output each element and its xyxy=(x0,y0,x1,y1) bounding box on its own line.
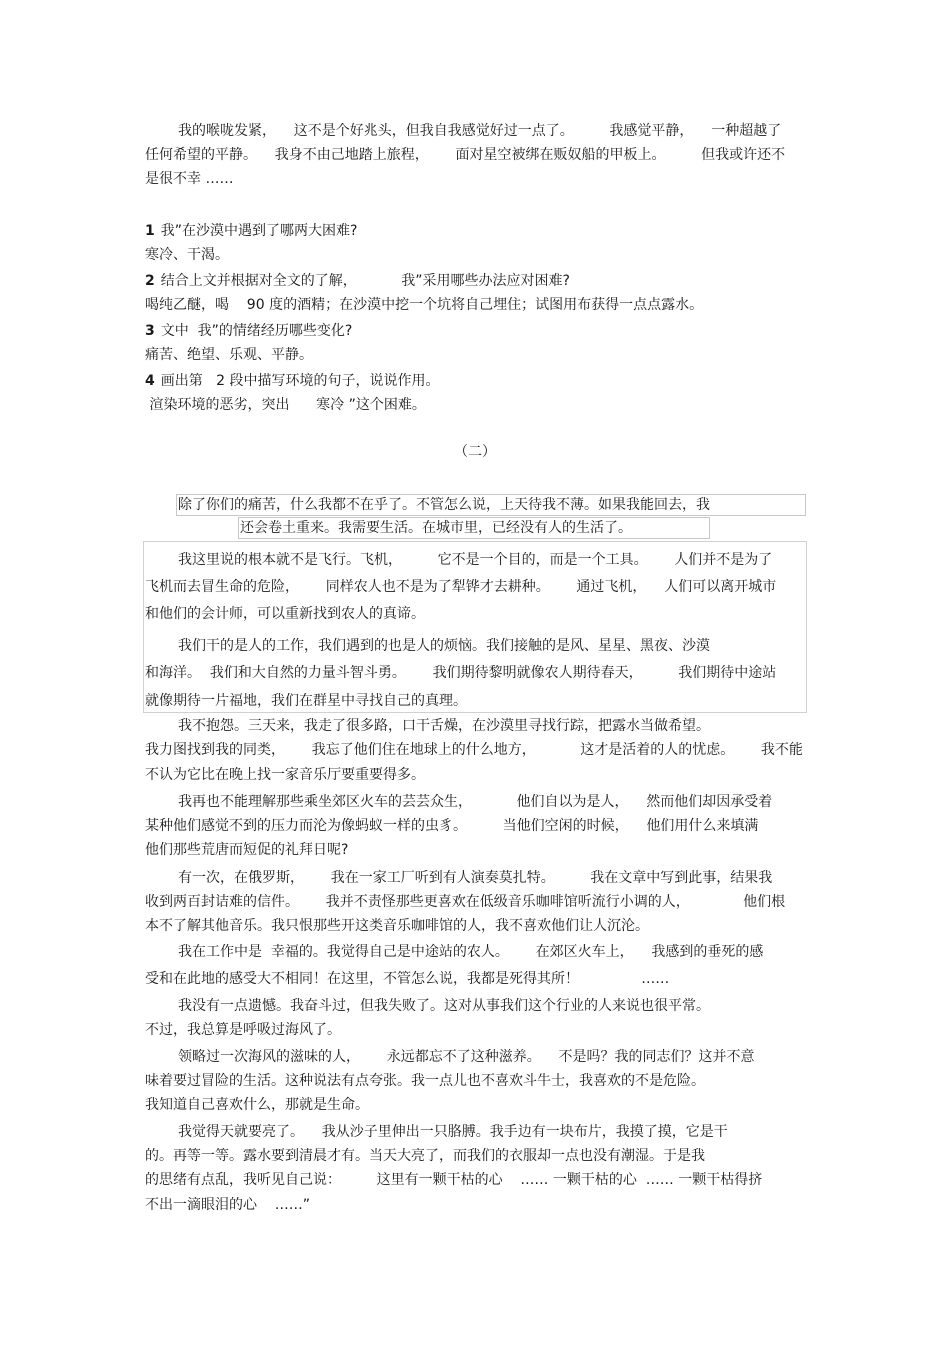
answer-1: 寒冷、干渴。 xyxy=(145,247,229,263)
passage-line: 除了你们的痛苦，什么我都不在乎了。不管怎么说，上天待我不薄。如果我能回去，我 xyxy=(178,497,710,513)
passage-line: 的。再等一等。露水要到清晨才有。当天大亮了，而我们的衣服却一点也没有潮湿。于是我 xyxy=(145,1148,705,1164)
passage-line: 和海洋。 我们和大自然的力量斗智斗勇。 我们期待黎明就像农人期待春天， 我们期待中途站 xyxy=(145,665,777,681)
question-3 xyxy=(145,322,352,340)
passage-line: 不出一滴眼泪的心 ……” xyxy=(145,1197,311,1213)
intro-line: 我的喉咙发紧， 这不是个好兆头，但我自我感觉好过一点了。 我感觉平静， 一种超越了 xyxy=(178,123,782,139)
question-number: 1 xyxy=(145,223,155,239)
passage-line: 还会卷土重来。我需要生活。在城市里，已经没有人的生活了。 xyxy=(240,520,632,536)
answer-3: 痛苦、绝望、乐观、平静。 xyxy=(145,347,313,363)
question-number: 2 xyxy=(145,273,155,289)
question-text: 画出第 2 段中描写环境的句子，说说作用。 xyxy=(160,373,440,389)
question-text: 结合上文并根据对全文的了解， 我”采用哪些办法应对困难? xyxy=(160,273,570,289)
passage-line: 我不抱怨。三天来，我走了很多路，口干舌燥，在沙漠里寻找行踪，把露水当做希望。 xyxy=(178,718,710,734)
passage-line: 不过，我总算是呼吸过海风了。 xyxy=(145,1022,341,1038)
question-1 xyxy=(145,222,357,240)
passage-line: 我再也不能理解那些乘坐郊区火车的芸芸众生， 他们自以为是人， 然而他们却因承受着 xyxy=(178,794,773,810)
passage-line: 我在工作中是 幸福的。我觉得自己是中途站的农人。 在郊区火车上， 我感到的垂死的感 xyxy=(178,944,764,960)
question-text: 文中 我”的情绪经历哪些变化? xyxy=(160,323,353,339)
question-4 xyxy=(145,372,439,390)
passage-line: 不认为它比在晚上找一家音乐厅要重要得多。 xyxy=(145,767,425,783)
question-text: 我”在沙漠中遇到了哪两大困难? xyxy=(160,223,358,239)
passage-line: 飞机而去冒生命的危险， 同样农人也不是为了犁铧才去耕种。 通过飞机， 人们可以离开城市 xyxy=(145,579,777,595)
passage-line: 本不了解其他音乐。我只恨那些开这类音乐咖啡馆的人，我不喜欢他们让人沉沦。 xyxy=(145,918,649,934)
answer-4: 渲染环境的恶劣，突出 寒冷 ”这个困难。 xyxy=(145,397,426,413)
intro-line: 任何希望的平静。 我身不由己地踏上旅程， 面对星空被绑在贩奴船的甲板上。 但我或许还不 xyxy=(145,147,786,163)
passage-line: 我这里说的根本就不是飞行。飞机， 它不是一个目的，而是一个工具。 人们并不是为了 xyxy=(178,552,773,568)
passage-line: 就像期待一片福地，我们在群星中寻找自己的真理。 xyxy=(145,693,467,709)
passage-line: 受和在此地的感受大不相同！在这里，不管怎么说，我都是死得其所！ …… xyxy=(145,971,670,987)
passage-line: 收到两百封诘难的信件。 我并不责怪那些更喜欢在低级音乐咖啡馆听流行小调的人， 他们根 xyxy=(145,894,786,910)
intro-line: 是很不幸 …… xyxy=(145,171,234,187)
question-2 xyxy=(145,272,570,290)
passage-line: 的思绪有点乱，我听见自己说： 这里有一颗干枯的心 …… 一颗干枯的心 …… 一颗干枯得挤 xyxy=(145,1172,763,1188)
section-title: （二） xyxy=(454,444,496,460)
answer-2: 喝纯乙醚，喝 90 度的酒精；在沙漠中挖一个坑将自己埋住；试图用布获得一点点露水。 xyxy=(145,297,704,313)
passage-line: 领略过一次海风的滋味的人， 永远都忘不了这种滋养。 不是吗？我的同志们？这并不意 xyxy=(178,1049,755,1065)
passage-line: 我没有一点遗憾。我奋斗过，但我失败了。这对从事我们这个行业的人来说也很平常。 xyxy=(178,998,710,1014)
passage-line: 有一次，在俄罗斯， 我在一家工厂听到有人演奏莫扎特。 我在文章中写到此事，结果我 xyxy=(178,870,773,886)
passage-line: 我们干的是人的工作，我们遇到的也是人的烦恼。我们接触的是风、星星、黑夜、沙漠 xyxy=(178,638,710,654)
passage-line: 和他们的会计师，可以重新找到农人的真谛。 xyxy=(145,606,425,622)
passage-line: 味着要过冒险的生活。这种说法有点夸张。我一点儿也不喜欢斗牛士，我喜欢的不是危险。 xyxy=(145,1073,705,1089)
passage-line: 我力图找到我的同类， 我忘了他们住在地球上的什么地方， 这才是活着的人的忧虑。 我不能 xyxy=(145,742,803,758)
passage-line: 我觉得天就要亮了。 我从沙子里伸出一只胳膊。我手边有一块布片，我摸了摸，它是干 xyxy=(178,1124,728,1140)
passage-line: 我知道自己喜欢什么，那就是生命。 xyxy=(145,1097,369,1113)
question-number: 4 xyxy=(145,373,155,389)
passage-line: 他们那些荒唐而短促的礼拜日呢? xyxy=(145,842,349,858)
question-number: 3 xyxy=(145,323,155,339)
passage-line: 某种他们感觉不到的压力而沦为像蚂蚁一样的虫豸。 当他们空闲的时候， 他们用什么来填满 xyxy=(145,818,759,834)
